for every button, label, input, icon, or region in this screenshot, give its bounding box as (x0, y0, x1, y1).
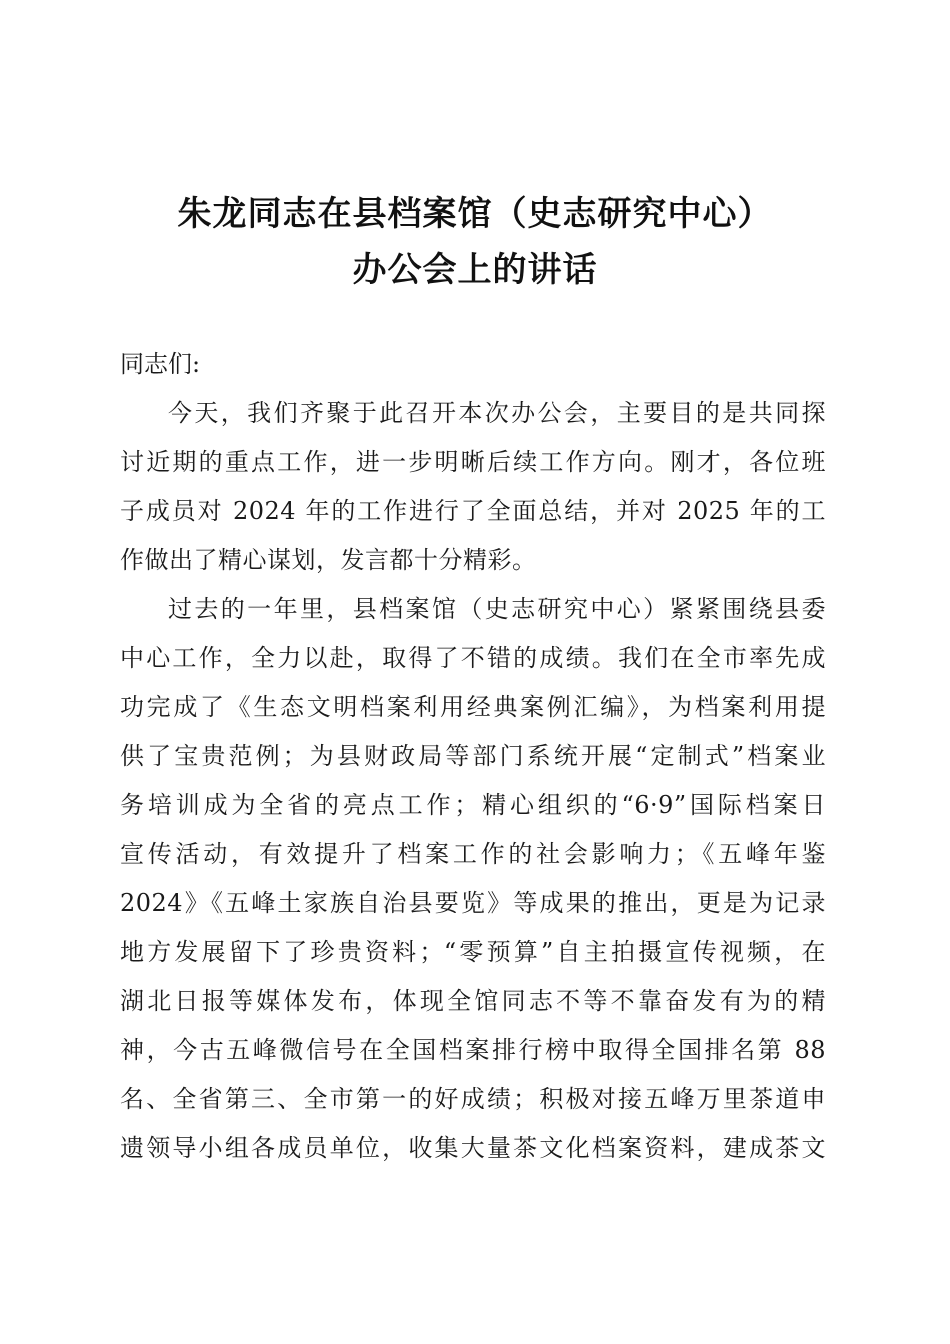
paragraph-1 (120, 389, 826, 585)
text-line: 供了宝贵范例；为县财政局等部门系统开展“定制式”档案业 (120, 742, 826, 770)
text-line: 2024》《五峰土家族自治县要览》等成果的推出，更是为记录 (120, 889, 826, 917)
text-line: 湖北日报等媒体发布，体现全馆同志不等不靠奋发有为的精 (120, 987, 826, 1015)
salutation: 同志们: (120, 350, 201, 378)
text-line: 名、全省第三、全市第一的好成绩；积极对接五峰万里茶道申 (120, 1085, 826, 1113)
text-line: 宣传活动，有效提升了档案工作的社会影响力；《五峰年鉴 (120, 840, 826, 868)
text-line: 遗领导小组各成员单位，收集大量茶文化档案资料，建成茶文 (120, 1134, 826, 1162)
text-line: 中心工作，全力以赴，取得了不错的成绩。我们在全市率先成 (120, 644, 826, 672)
title-line-1: 朱龙同志在县档案馆（史志研究中心） (177, 194, 773, 234)
paragraph-2 (120, 585, 826, 1173)
text-line: 过去的一年里，县档案馆（史志研究中心）紧紧围绕县委 (168, 595, 826, 623)
text-line: 地方发展留下了珍贵资料；“零预算”自主拍摄宣传视频，在 (120, 938, 826, 966)
text-line: 功完成了《生态文明档案利用经典案例汇编》，为档案利用提 (120, 693, 826, 721)
text-line: 作做出了精心谋划，发言都十分精彩。 (120, 546, 537, 574)
title-line-2: 办公会上的讲话 (352, 250, 598, 290)
text-line: 子成员对 2024 年的工作进行了全面总结，并对 2025 年的工 (120, 497, 826, 525)
text-line: 讨近期的重点工作，进一步明晰后续工作方向。刚才，各位班 (120, 448, 826, 476)
document-title (120, 186, 830, 298)
text-line: 神，今古五峰微信号在全国档案排行榜中取得全国排名第 88 (120, 1036, 826, 1064)
document-body (120, 340, 826, 1173)
text-line: 务培训成为全省的亮点工作；精心组织的“6·9”国际档案日 (120, 791, 826, 819)
text-line: 今天，我们齐聚于此召开本次办公会，主要目的是共同探 (168, 399, 826, 427)
